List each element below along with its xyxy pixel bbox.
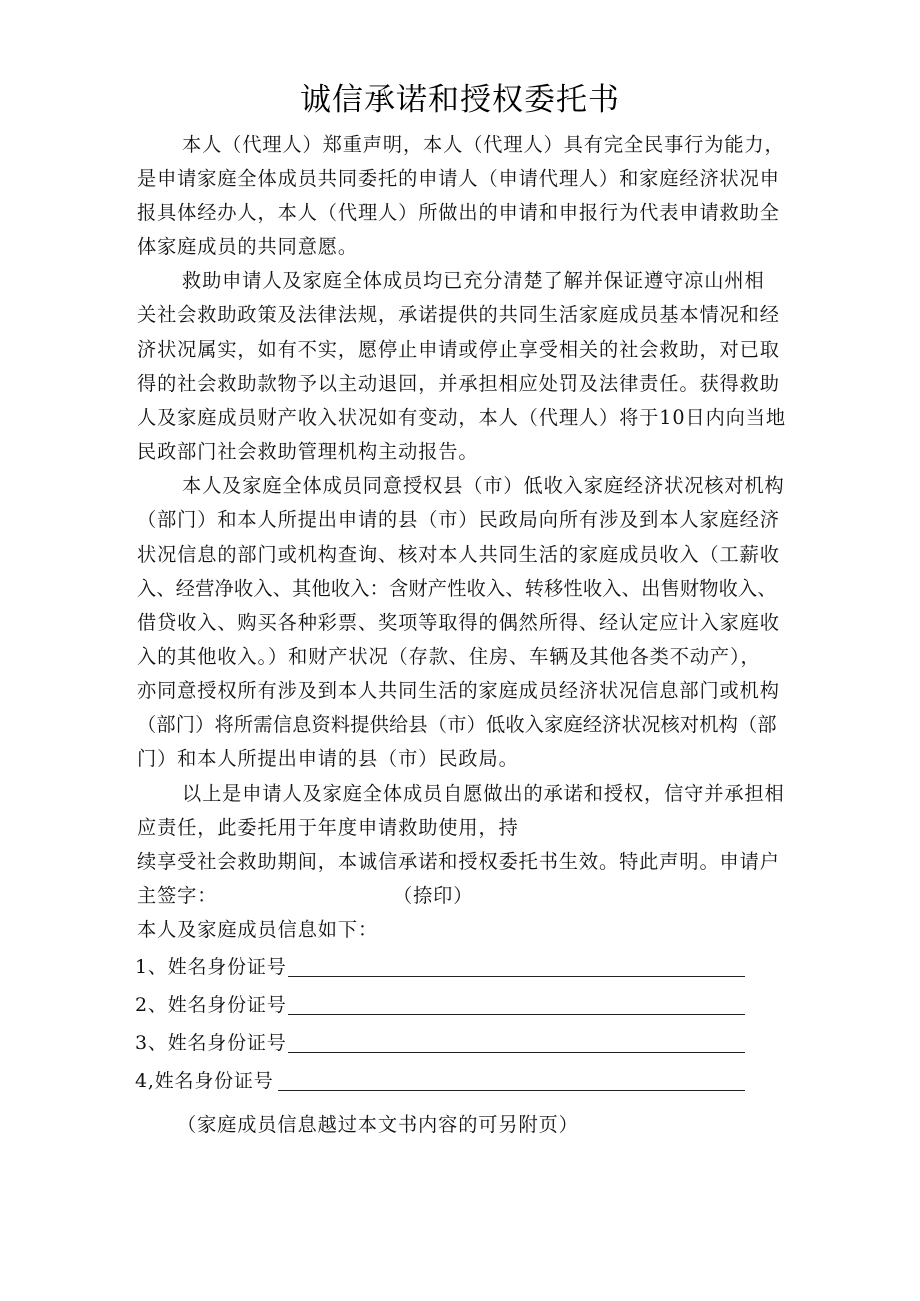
fill-in-blank[interactable] bbox=[288, 1014, 745, 1015]
members-intro: 本人及家庭成员信息如下： bbox=[137, 918, 379, 941]
member-label: 4,姓名身份证号 bbox=[135, 1070, 274, 1092]
member-entry-1[interactable] bbox=[135, 953, 745, 981]
text-line: 入的其他收入。）和财产状况（存款、住房、车辆及其他各类不动产）， bbox=[137, 645, 761, 668]
text-line: 人及家庭成员财产收入状况如有变动，本人（代理人）将于10日内向当地 bbox=[137, 406, 786, 429]
text-line: 续享受社会救助期间，本诚信承诺和授权委托书生效。特此声明。申请户 bbox=[137, 850, 780, 873]
document-title: 诚信承诺和授权委托书 bbox=[300, 82, 620, 118]
text-line: 得的社会救助款物予以主动退回，并承担相应处罚及法律责任。获得救助 bbox=[137, 372, 780, 395]
text-line: 门）和本人所提出申请的县（市）民政局。 bbox=[137, 747, 519, 770]
fill-in-blank[interactable] bbox=[278, 1090, 745, 1091]
text-line: 应责任，此委托用于年度申请救助使用，持 bbox=[137, 816, 519, 839]
text-line: （部门）将所需信息资料提供给县（市）低收入家庭经济状况核对机构（部 bbox=[137, 713, 777, 736]
text-line: 亦同意授权所有涉及到本人共同生活的家庭成员经济状况信息部门或机构 bbox=[137, 679, 780, 702]
signature-label: 主签字： bbox=[137, 884, 218, 907]
member-entry-4[interactable] bbox=[135, 1067, 745, 1095]
text-line: 本人（代理人）郑重声明，本人（代理人）具有完全民事行为能力， bbox=[182, 133, 785, 156]
text-line: 民政部门社会救助管理机构主动报告。 bbox=[137, 440, 479, 463]
text-line: 状况信息的部门或机构查询、核对本人共同生活的家庭成员收入（工薪收 bbox=[137, 543, 780, 566]
fingerprint-label: （捺印） bbox=[393, 884, 474, 907]
text-line: 借贷收入、购买各种彩票、奖项等取得的偶然所得、经认定应计入家庭收 bbox=[137, 611, 780, 634]
member-label: 1、姓名身份证号 bbox=[135, 956, 287, 978]
footnote: （家庭成员信息越过本文书内容的可另附页） bbox=[177, 1113, 579, 1136]
text-line: 体家庭成员的共同意愿。 bbox=[137, 235, 358, 258]
text-line: 本人及家庭全体成员同意授权县（市）低收入家庭经济状况核对机构 bbox=[182, 474, 785, 497]
fill-in-blank[interactable] bbox=[288, 976, 745, 977]
text-line: 救助申请人及家庭全体成员均已充分清楚了解并保证遵守凉山州相 bbox=[182, 269, 765, 292]
member-entry-3[interactable] bbox=[135, 1029, 745, 1057]
text-line: 以上是申请人及家庭全体成员自愿做出的承诺和授权，信守并承担相 bbox=[182, 782, 785, 805]
member-label: 3、姓名身份证号 bbox=[135, 1032, 287, 1054]
member-entry-2[interactable] bbox=[135, 991, 745, 1019]
text-line: 是申请家庭全体成员共同委托的申请人（申请代理人）和家庭经济状况申 bbox=[137, 167, 780, 190]
text-line: （部门）和本人所提出申请的县（市）民政局向所有涉及到本人家庭经济 bbox=[137, 508, 780, 531]
text-line: 入、经营净收入、其他收入：含财产性收入、转移性收入、出售财物收入、 bbox=[137, 577, 777, 600]
text-line: 济状况属实，如有不实，愿停止申请或停止享受相关的社会救助，对已取 bbox=[137, 338, 780, 361]
fill-in-blank[interactable] bbox=[288, 1052, 745, 1053]
member-label: 2、姓名身份证号 bbox=[135, 994, 287, 1016]
text-line: 报具体经办人，本人（代理人）所做出的申请和申报行为代表申请救助全 bbox=[137, 201, 780, 224]
text-line: 关社会救助政策及法律法规，承诺提供的共同生活家庭成员基本情况和经 bbox=[137, 303, 780, 326]
